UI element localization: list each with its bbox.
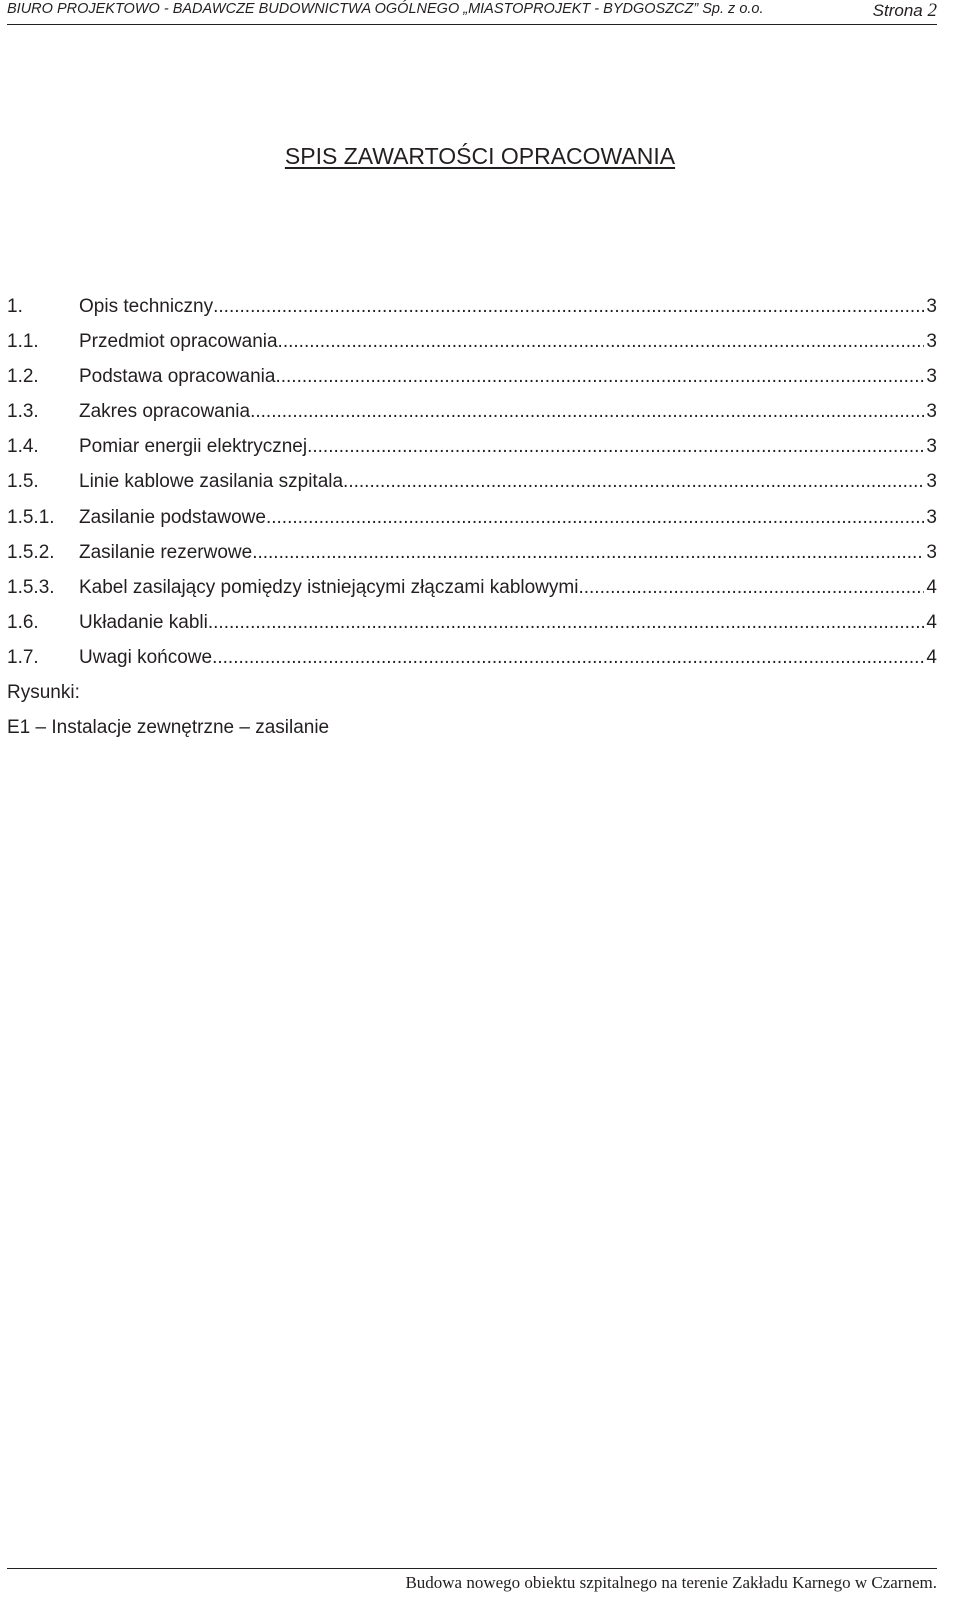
toc-number: 1.5.2. — [7, 541, 55, 563]
header-company: BIURO PROJEKTOWO - BADAWCZE BUDOWNICTWA OGÓLNEGO „MIASTOPROJEKT - BYDGOSZCZ” Sp. z o.o. — [7, 1, 764, 17]
toc-number: 1.6. — [7, 611, 39, 633]
table-of-contents — [7, 296, 937, 682]
toc-number: 1.3. — [7, 401, 39, 423]
toc-leader — [584, 577, 925, 599]
toc-text: Opis techniczny — [79, 296, 214, 317]
toc-number: 1.4. — [7, 436, 39, 458]
toc-leader — [213, 296, 924, 318]
toc-entry[interactable] — [7, 296, 937, 331]
toc-page: 3 — [926, 436, 937, 458]
toc-text: Przedmiot opracowania — [79, 331, 278, 353]
toc-page: 3 — [926, 401, 937, 423]
toc-text: Linie kablowe zasilania szpitala — [79, 471, 344, 493]
toc-page: 4 — [926, 611, 937, 633]
toc-leader — [208, 612, 925, 634]
document-title: SPIS ZAWARTOŚCI OPRACOWANIA — [284, 143, 676, 169]
toc-leader — [250, 401, 924, 423]
toc-page: 3 — [926, 471, 937, 493]
drawing-item-e1: E1 – Instalacje zewnętrzne – zasilanie — [7, 717, 330, 738]
toc-entry[interactable] — [7, 577, 937, 612]
drawings-heading: Rysunki: — [7, 682, 80, 703]
toc-number: 1.5.3. — [7, 576, 55, 598]
toc-entry[interactable] — [7, 366, 937, 401]
toc-text: Pomiar energii elektrycznej — [79, 436, 308, 458]
toc-number: 1.2. — [7, 366, 39, 388]
toc-page: 3 — [926, 296, 937, 317]
header-page-number: 2 — [927, 0, 937, 21]
toc-entry[interactable] — [7, 542, 937, 577]
toc-number: 1.5. — [7, 471, 39, 493]
toc-number: 1.1. — [7, 331, 39, 353]
toc-entry[interactable] — [7, 401, 937, 436]
toc-leader — [343, 471, 924, 493]
toc-page: 4 — [926, 646, 937, 668]
toc-leader — [307, 436, 924, 458]
toc-text: Zasilanie rezerwowe — [79, 541, 253, 563]
toc-page: 3 — [926, 541, 937, 563]
toc-page: 3 — [926, 331, 937, 353]
toc-text: Układanie kabli — [79, 611, 208, 633]
toc-leader — [275, 366, 924, 388]
toc-text: Podstawa opracowania — [79, 366, 276, 388]
toc-leader — [252, 542, 924, 564]
toc-page: 3 — [926, 366, 937, 388]
toc-page: 3 — [926, 506, 937, 528]
toc-text: Zakres opracowania — [79, 401, 251, 423]
toc-number: 1.5.1. — [7, 506, 55, 528]
page-header — [7, 0, 937, 25]
toc-leader — [266, 507, 924, 529]
toc-number: 1. — [7, 296, 23, 317]
toc-entry[interactable] — [7, 331, 937, 366]
toc-text: Zasilanie podstawowe — [79, 506, 266, 528]
toc-text: Uwagi końcowe — [79, 646, 213, 668]
toc-leader — [212, 647, 924, 669]
toc-leader — [278, 331, 925, 353]
toc-entry[interactable] — [7, 612, 937, 647]
toc-number: 1.7. — [7, 646, 39, 668]
toc-entry[interactable] — [7, 471, 937, 506]
toc-page: 4 — [926, 576, 937, 598]
toc-entry[interactable] — [7, 436, 937, 471]
toc-entry[interactable] — [7, 507, 937, 542]
toc-entry[interactable] — [7, 647, 937, 682]
header-page-label: Strona — [872, 1, 923, 20]
page-footer: Budowa nowego obiektu szpitalnego na terenie Zakładu Karnego w Czarnem. — [7, 1568, 937, 1593]
toc-text: Kabel zasilający pomiędzy istniejącymi złączami kablowymi. — [79, 576, 584, 598]
header-page — [873, 0, 937, 22]
